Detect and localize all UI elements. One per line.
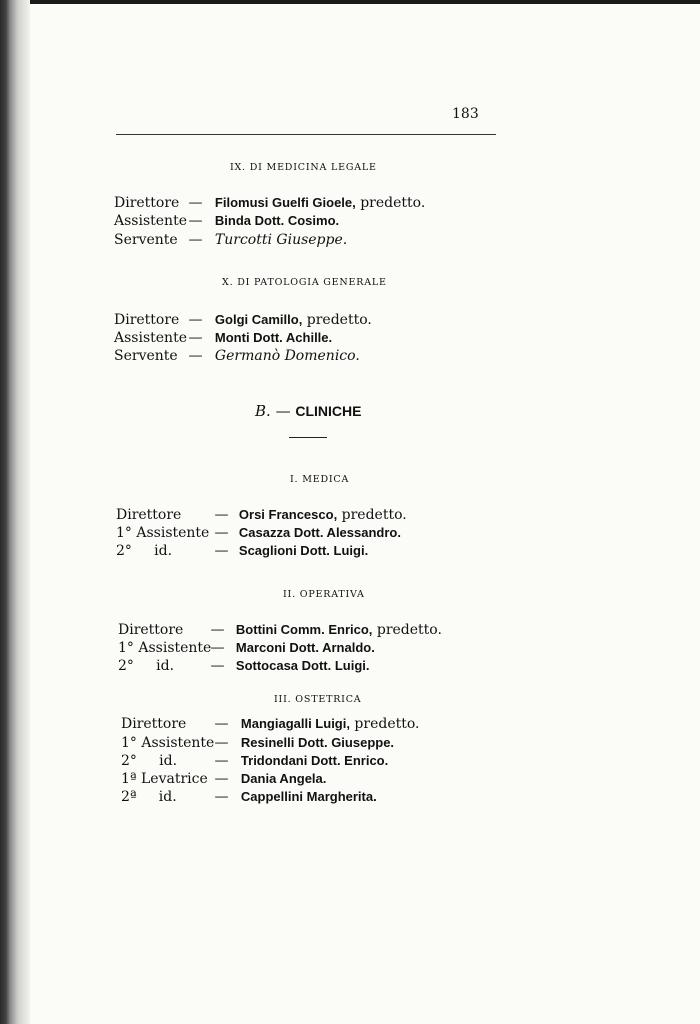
name-suffix: predetto.	[302, 312, 372, 328]
person-name: Bottini Comm. Enrico,	[235, 622, 373, 637]
role-label: 1° Assistente	[121, 735, 215, 751]
dash: —	[214, 507, 229, 523]
person-name: Sottocasa Dott. Luigi.	[235, 658, 370, 673]
role-label: 2° id.	[121, 753, 178, 769]
person-name: Orsi Francesco,	[238, 507, 338, 522]
section-heading-medica: I. MEDICA	[290, 474, 350, 485]
row-ostetrica-levatrice-2	[121, 789, 377, 805]
person-name: Resinelli Dott. Giuseppe.	[240, 735, 395, 750]
header-rule	[116, 134, 496, 135]
dash: —	[214, 735, 229, 751]
section-divider	[289, 437, 327, 438]
name-suffix: predetto.	[372, 622, 442, 638]
role-label: 2° id.	[116, 543, 173, 559]
person-name: Turcotti Giuseppe.	[214, 232, 348, 248]
page-number: 183	[452, 106, 479, 122]
row-patologia-servente	[114, 348, 360, 364]
role-label: Assistente	[114, 213, 187, 229]
row-medica-direttore	[116, 507, 407, 523]
person-name: Binda Dott. Cosimo.	[214, 213, 340, 228]
person-name: Germanò Domenico.	[214, 348, 360, 364]
person-name: Tridondani Dott. Enrico.	[240, 753, 389, 768]
person-name: Dania Angela.	[240, 771, 327, 786]
role-label: Assistente	[114, 330, 187, 346]
row-operativa-assistente-2	[118, 658, 370, 674]
row-patologia-assistente	[114, 330, 332, 346]
person-name: Filomusi Guelfi Gioele,	[214, 195, 356, 210]
name-suffix: predetto.	[337, 507, 407, 523]
person-name: Golgi Camillo,	[214, 312, 303, 327]
dash: —	[188, 232, 203, 248]
role-label: 2ª id.	[121, 789, 177, 805]
page-top-edge	[0, 0, 700, 4]
role-label: Direttore	[114, 312, 180, 328]
dash: —	[188, 213, 203, 229]
dash: —	[210, 640, 225, 656]
dash: —	[214, 789, 229, 805]
name-suffix: predetto.	[355, 195, 426, 211]
role-label: Servente	[114, 348, 178, 364]
row-medicina-legale-servente	[114, 232, 347, 248]
role-label: 2° id.	[118, 658, 175, 674]
section-heading-patologia: X. DI PATOLOGIA GENERALE	[222, 277, 387, 288]
row-operativa-direttore	[118, 622, 442, 638]
dash: —	[214, 525, 229, 541]
row-medicina-legale-direttore	[114, 195, 425, 211]
dash: —	[214, 753, 229, 769]
role-label: Direttore	[118, 622, 184, 638]
dash: —	[188, 312, 203, 328]
person-name: Mangiagalli Luigi,	[240, 716, 350, 731]
person-name: Cappellini Margherita.	[240, 789, 377, 804]
row-ostetrica-assistente-2	[121, 753, 388, 769]
section-title-cliniche	[255, 402, 361, 420]
section-heading-ostetrica: III. OSTETRICA	[274, 694, 362, 705]
dash: —	[214, 771, 229, 787]
section-dash: —	[270, 402, 296, 420]
section-title: CLINICHE	[295, 403, 362, 419]
role-label: Direttore	[116, 507, 182, 523]
dash: —	[214, 543, 229, 559]
row-operativa-assistente-1	[118, 640, 375, 656]
row-ostetrica-levatrice-1	[121, 771, 326, 787]
role-label: Servente	[114, 232, 178, 248]
book-spine-shadow	[0, 0, 30, 1024]
row-medica-assistente-2	[116, 543, 368, 559]
dash: —	[188, 348, 203, 364]
dash: —	[188, 330, 203, 346]
section-letter: B.	[255, 402, 271, 420]
row-ostetrica-direttore	[121, 716, 420, 732]
role-label: Direttore	[121, 716, 187, 732]
row-medica-assistente-1	[116, 525, 401, 541]
role-label: 1ª Levatrice	[121, 771, 208, 787]
person-name: Casazza Dott. Alessandro.	[238, 525, 401, 540]
dash: —	[188, 195, 203, 211]
section-heading-medicina-legale: IX. DI MEDICINA LEGALE	[230, 162, 377, 173]
dash: —	[214, 716, 229, 732]
dash: —	[210, 658, 225, 674]
person-name: Marconi Dott. Arnaldo.	[235, 640, 375, 655]
person-name: Monti Dott. Achille.	[214, 330, 333, 345]
section-heading-operativa: II. OPERATIVA	[283, 589, 365, 600]
row-ostetrica-assistente-1	[121, 735, 394, 751]
row-patologia-direttore	[114, 312, 372, 328]
role-label: 1° Assistente	[118, 640, 212, 656]
row-medicina-legale-assistente	[114, 213, 339, 229]
role-label: Direttore	[114, 195, 180, 211]
dash: —	[210, 622, 225, 638]
person-name: Scaglioni Dott. Luigi.	[238, 543, 369, 558]
name-suffix: predetto.	[349, 716, 420, 732]
role-label: 1° Assistente	[116, 525, 210, 541]
